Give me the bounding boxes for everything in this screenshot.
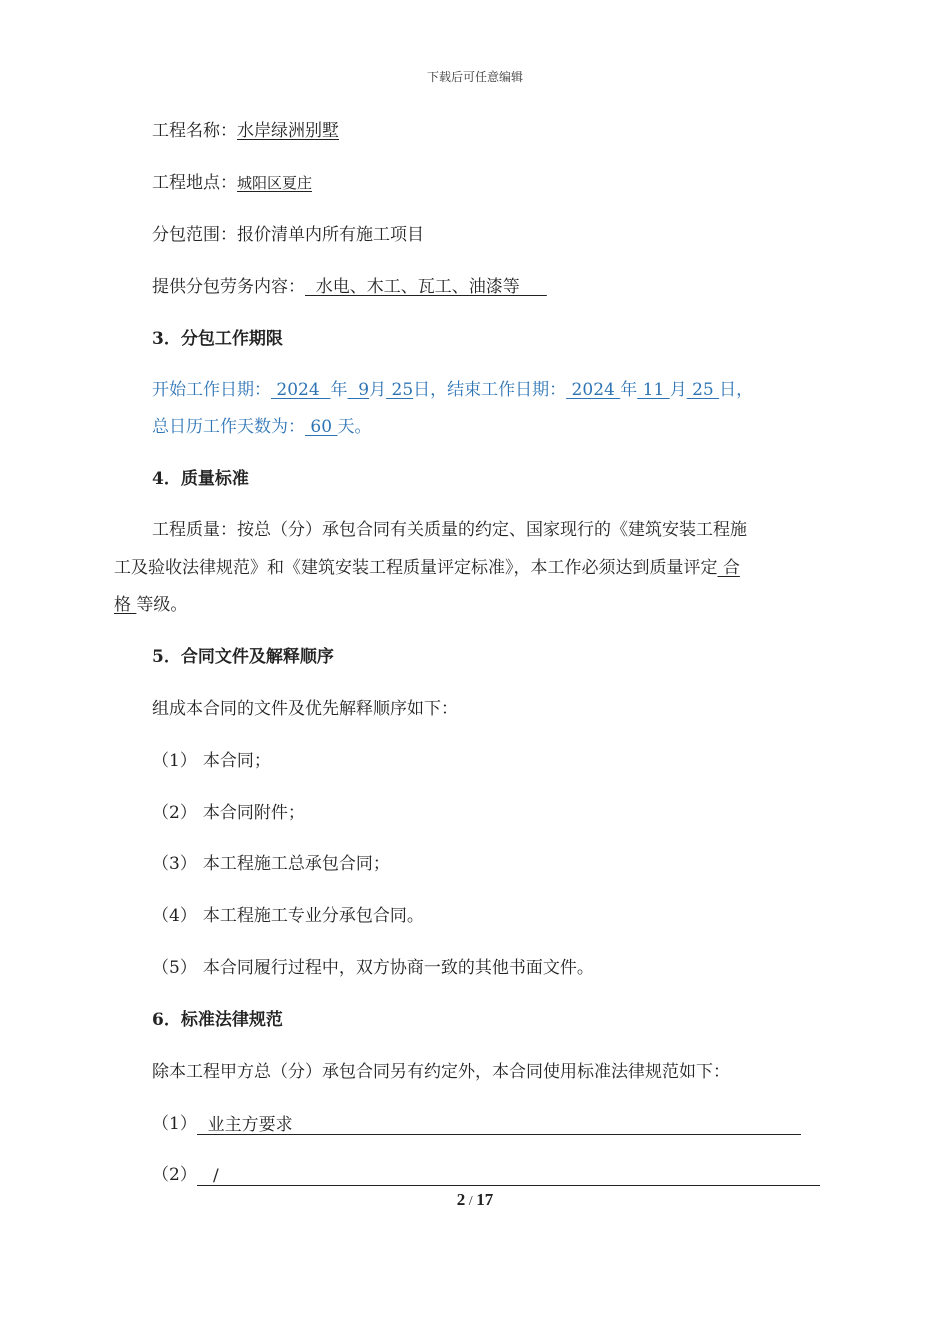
month-char: 月 [369, 380, 387, 400]
list-item-number: （1） [152, 751, 197, 771]
page-current: 2 [456, 1190, 466, 1209]
project-location-label: 工程地点： [152, 173, 237, 193]
labor-content-value: 水电、木工、瓦工、油漆等 [305, 277, 547, 297]
labor-content-line [152, 276, 547, 298]
project-name-line [152, 120, 339, 142]
end-month: 11 [637, 380, 670, 400]
start-day: 25 [386, 380, 414, 400]
list-item [152, 750, 271, 772]
project-name-value: 水岸绿洲别墅 [237, 121, 339, 141]
total-days-unit: 天。 [337, 417, 372, 437]
list-item-number: （2） [152, 803, 197, 823]
standards-intro: 除本工程甲方总（分）承包合同另有约定外，本合同使用标准法律规范如下： [152, 1062, 730, 1082]
page-separator: / [465, 1194, 477, 1209]
end-day-char: 日， [719, 380, 754, 400]
quality-para-line-1: 工程质量：按总（分）承包合同有关质量的约定、国家现行的《建筑安装工程施 [152, 520, 747, 540]
end-year: 2024 [566, 380, 621, 400]
quality-para-line-2 [114, 557, 740, 579]
list-item-text: 本合同履行过程中，双方协商一致的其他书面文件。 [202, 958, 594, 978]
day-char: 日， [413, 380, 448, 400]
project-location-value: 城阳区夏庄 [237, 174, 313, 192]
list-item [152, 905, 424, 927]
list-item-text: 本合同附件； [202, 803, 305, 823]
total-days-value: 60 [305, 417, 338, 437]
list-item [152, 853, 390, 875]
quality-grade-part-2: 格 [114, 595, 137, 615]
work-period-line [152, 379, 753, 401]
standard-item-2-fill [197, 1165, 820, 1186]
start-year: 2024 [271, 380, 331, 400]
end-day: 25 [686, 380, 720, 400]
section-4-title: 4．质量标准 [152, 469, 249, 489]
quality-para-line-3-text: 等级。 [136, 595, 188, 615]
total-days-label: 总日历工作天数为： [152, 417, 305, 437]
labor-content-label: 提供分包劳务内容： [152, 277, 305, 297]
project-location-line [152, 172, 312, 194]
start-date-label: 开始工作日期： [152, 380, 271, 400]
end-date-label: 结束工作日期： [447, 380, 567, 400]
year-char: 年 [330, 380, 348, 400]
list-item-number: （5） [152, 958, 197, 978]
page-number [0, 1190, 950, 1210]
section-6-title: 6．标准法律规范 [152, 1010, 283, 1030]
project-name-label: 工程名称： [152, 121, 237, 141]
list-item-text: 本工程施工总承包合同； [202, 854, 390, 874]
list-item-text: 本工程施工专业分承包合同。 [202, 906, 424, 926]
quality-para-line-2-text: 工及验收法律规范》和《建筑安装工程质量评定标准》，本工作必须达到质量评定 [114, 558, 718, 578]
quality-para-line-3 [114, 594, 187, 616]
standard-item-1-value: 业主方要求 [196, 1115, 293, 1135]
list-item [152, 957, 594, 979]
quality-grade-part-1: 合 [717, 558, 740, 578]
list-item-number: （3） [152, 854, 197, 874]
page-total: 17 [476, 1190, 494, 1209]
total-days-line [152, 416, 371, 438]
list-item-number: （4） [152, 906, 197, 926]
standard-item-2-number: （2） [152, 1165, 197, 1185]
standard-item-1-fill [197, 1114, 801, 1135]
contract-docs-intro: 组成本合同的文件及优先解释顺序如下： [152, 699, 458, 719]
subcontract-scope-line [152, 224, 424, 246]
standard-item-2 [152, 1164, 820, 1186]
standard-item-2-value: / [196, 1166, 219, 1186]
page-header-note: 下载后可任意编辑 [426, 70, 523, 84]
list-item-text: 本合同； [202, 751, 271, 771]
subcontract-scope-value: 报价清单内所有施工项目 [237, 225, 424, 245]
end-month-char: 月 [669, 380, 687, 400]
end-year-char: 年 [620, 380, 638, 400]
standard-item-1-number: （1） [152, 1114, 197, 1134]
start-month: 9 [347, 380, 370, 400]
standard-item-1 [152, 1113, 801, 1135]
list-item [152, 802, 305, 824]
section-3-title: 3．分包工作期限 [152, 329, 283, 349]
section-5-title: 5．合同文件及解释顺序 [152, 647, 334, 667]
subcontract-scope-label: 分包范围： [152, 225, 237, 245]
